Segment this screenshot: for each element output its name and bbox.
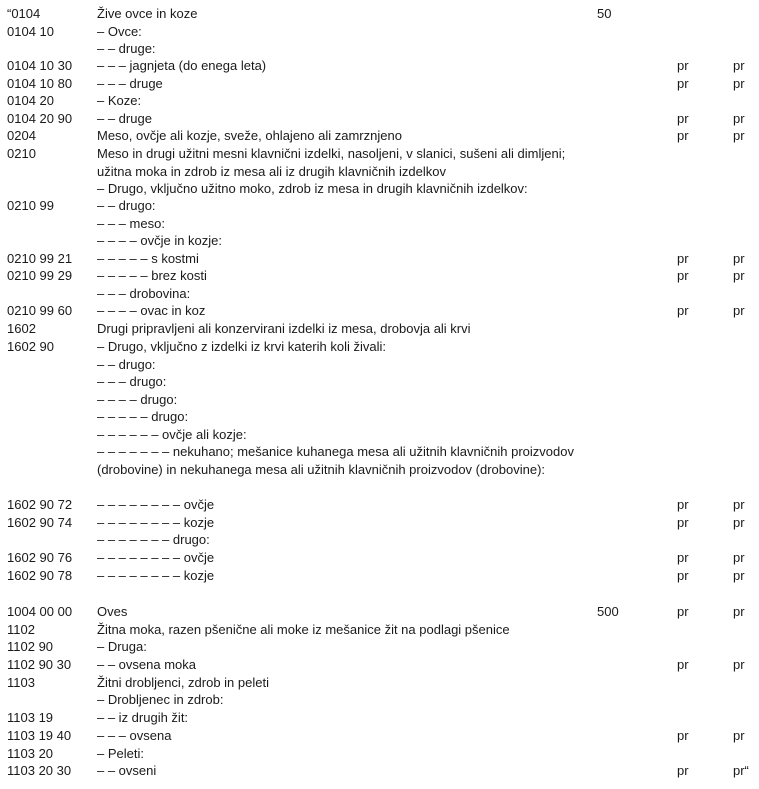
item-description: – – – – – – – nekuhano; mešanice kuhanega mesa ali užitnih klavničnih proizvodov (drobovine) in nekuhanega mesa ali užitnih klavničnih proizvodov (drobovine): (97, 444, 574, 477)
origin-rule-1: pr (677, 568, 689, 583)
origin-rule-1: pr (677, 604, 689, 619)
item-description: – Ovce: (97, 24, 142, 39)
item-description: – – – – – drugo: (97, 409, 189, 424)
item-description: – – drugo: (97, 357, 156, 372)
item-description: – – – – – – – – ovčje (97, 497, 215, 512)
quantity-value: 500 (597, 604, 619, 619)
item-description: – – druge (97, 111, 152, 126)
item-description: – Drobljenec in zdrob: (97, 692, 224, 707)
origin-rule-2: pr (733, 657, 745, 672)
table-row (0, 127, 759, 145)
table-row (0, 373, 759, 391)
table-row (0, 549, 759, 567)
tariff-code: 0210 99 60 (7, 303, 73, 318)
table-row (0, 285, 759, 303)
origin-rule-1: pr (677, 251, 689, 266)
item-description: – – drugo: (97, 198, 156, 213)
table-row (0, 603, 759, 621)
origin-rule-2: pr (733, 303, 745, 318)
table-row (0, 514, 759, 532)
item-description: Meso in drugi užitni mesni klavnični izdelki, nasoljeni, v slanici, sušeni ali dimljeni; užitna moka in zdrob iz mesa ali iz drugih klavničnih izdelkov (97, 146, 566, 179)
tariff-code: 1602 90 76 (7, 550, 73, 565)
tariff-code: “0104 (7, 6, 41, 21)
tariff-code: 1102 (7, 622, 35, 637)
tariff-code: 0210 99 29 (7, 268, 73, 283)
table-row (0, 745, 759, 763)
table-row (0, 5, 759, 23)
origin-rule-1: pr (677, 111, 689, 126)
origin-rule-2: pr (733, 515, 745, 530)
item-description: – – – – – – – drugo: (97, 532, 210, 547)
item-description: – Druga: (97, 639, 147, 654)
origin-rule-2: pr (733, 568, 745, 583)
item-description: Žitna moka, razen pšenične ali moke iz mešanice žit na podlagi pšenice (97, 622, 510, 637)
item-description: – – druge: (97, 41, 156, 56)
item-description: – – – ovsena (97, 728, 172, 743)
tariff-code: 1602 90 (7, 339, 54, 354)
item-description: – – – – – brez kosti (97, 268, 207, 283)
tariff-code: 1103 19 40 (7, 728, 72, 743)
item-description: – – – drugo: (97, 374, 167, 389)
table-row (0, 320, 759, 338)
tariff-code: 0210 (7, 146, 36, 161)
tariff-code: 1103 (7, 675, 35, 690)
tariff-code: 0104 10 (7, 24, 54, 39)
item-description: – – – – – – – – kozje (97, 568, 215, 583)
origin-rule-1: pr (677, 763, 689, 778)
origin-rule-1: pr (677, 76, 689, 91)
item-description: – – – – – – – – ovčje (97, 550, 215, 565)
table-row (0, 197, 759, 215)
item-description: – – iz drugih žit: (97, 710, 189, 725)
origin-rule-1: pr (677, 303, 689, 318)
quantity-value: 50 (597, 6, 612, 21)
tariff-code: 1103 19 (7, 710, 54, 725)
item-description: – – – druge (97, 76, 163, 91)
table-row (0, 638, 759, 656)
tariff-code: 1602 (7, 321, 36, 336)
item-description: – – – – – s kostmi (97, 251, 199, 266)
table-row (0, 426, 759, 444)
origin-rule-2: pr (733, 268, 745, 283)
tariff-code: 1102 90 (7, 639, 54, 654)
item-description: – Koze: (97, 93, 142, 108)
table-row (0, 40, 759, 58)
item-description: – – – meso: (97, 216, 165, 231)
origin-rule-2: pr (733, 497, 745, 512)
tariff-code: 0210 99 21 (7, 251, 73, 266)
table-row (0, 656, 759, 674)
item-description: Žitni drobljenci, zdrob in peleti (97, 675, 269, 690)
item-description: – – – – ovčje in kozje: (97, 233, 223, 248)
tariff-code: 1602 90 72 (7, 497, 73, 512)
origin-rule-2: pr (733, 550, 745, 565)
origin-rule-1: pr (677, 268, 689, 283)
table-row (0, 302, 759, 320)
origin-rule-2: pr (733, 58, 745, 73)
table-row (0, 408, 759, 426)
item-description: – Drugo, vključno z izdelki iz krvi katerih koli živali: (97, 339, 386, 354)
item-description: – Drugo, vključno užitno moko, zdrob iz mesa in drugih klavničnih izdelkov: (97, 181, 528, 196)
origin-rule-1: pr (677, 58, 689, 73)
origin-rule-1: pr (677, 515, 689, 530)
item-description: Oves (97, 604, 128, 619)
origin-rule-2: pr (733, 128, 745, 143)
origin-rule-2: pr (733, 76, 745, 91)
tariff-code: 0204 (7, 128, 36, 143)
table-row (0, 180, 759, 198)
tariff-code: 0104 20 90 (7, 111, 73, 126)
item-description: Meso, ovčje ali kozje, sveže, ohlajeno ali zamrznjeno (97, 128, 402, 143)
table-row (0, 57, 759, 75)
tariff-code: 1102 90 30 (7, 657, 72, 672)
table-row (0, 709, 759, 727)
tariff-code: 0104 10 30 (7, 58, 73, 73)
table-row (0, 567, 759, 585)
origin-rule-1: pr (677, 728, 689, 743)
origin-rule-2: pr (733, 251, 745, 266)
origin-rule-2: pr (733, 111, 745, 126)
tariff-code: 1602 90 78 (7, 568, 73, 583)
item-description: – Peleti: (97, 746, 144, 761)
tariff-code: 1103 20 (7, 746, 54, 761)
item-description: Drugi pripravljeni ali konzervirani izdelki iz mesa, drobovja ali krvi (97, 321, 471, 336)
item-description: – – ovsena moka (97, 657, 197, 672)
origin-rule-1: pr (677, 657, 689, 672)
tariff-code: 0104 20 (7, 93, 54, 108)
table-row (0, 621, 759, 639)
item-description: – – – drobovina: (97, 286, 191, 301)
table-row (0, 250, 759, 268)
tariff-code: 1103 20 30 (7, 763, 72, 778)
origin-rule-1: pr (677, 497, 689, 512)
table-row (0, 674, 759, 692)
table-row (0, 75, 759, 93)
tariff-code: 0210 99 (7, 198, 54, 213)
origin-rule-1: pr (677, 128, 689, 143)
table-row (0, 443, 759, 477)
origin-rule-2: pr (733, 728, 745, 743)
table-row (0, 232, 759, 250)
tariff-code: 0104 10 80 (7, 76, 73, 91)
item-description: – – – – ovac in koz (97, 303, 206, 318)
table-row (0, 691, 759, 709)
item-description: – – – – – – ovčje ali kozje: (97, 427, 247, 442)
table-row (0, 338, 759, 356)
table-row (0, 110, 759, 128)
table-row (0, 92, 759, 110)
origin-rule-2: pr“ (733, 763, 749, 778)
origin-rule-1: pr (677, 550, 689, 565)
table-row (0, 727, 759, 745)
table-row (0, 531, 759, 549)
origin-rule-2: pr (733, 604, 745, 619)
table-row (0, 267, 759, 285)
item-description: – – – – – – – – kozje (97, 515, 215, 530)
table-row (0, 215, 759, 233)
table-row (0, 145, 759, 179)
table-row (0, 391, 759, 409)
table-row (0, 496, 759, 514)
item-description: – – – – drugo: (97, 392, 178, 407)
table-row (0, 23, 759, 41)
item-description: Žive ovce in koze (97, 6, 198, 21)
table-row (0, 762, 759, 780)
tariff-code: 1004 00 00 (7, 604, 73, 619)
tariff-code: 1602 90 74 (7, 515, 73, 530)
item-description: – – ovseni (97, 763, 157, 778)
item-description: – – – jagnjeta (do enega leta) (97, 58, 267, 73)
table-row (0, 356, 759, 374)
